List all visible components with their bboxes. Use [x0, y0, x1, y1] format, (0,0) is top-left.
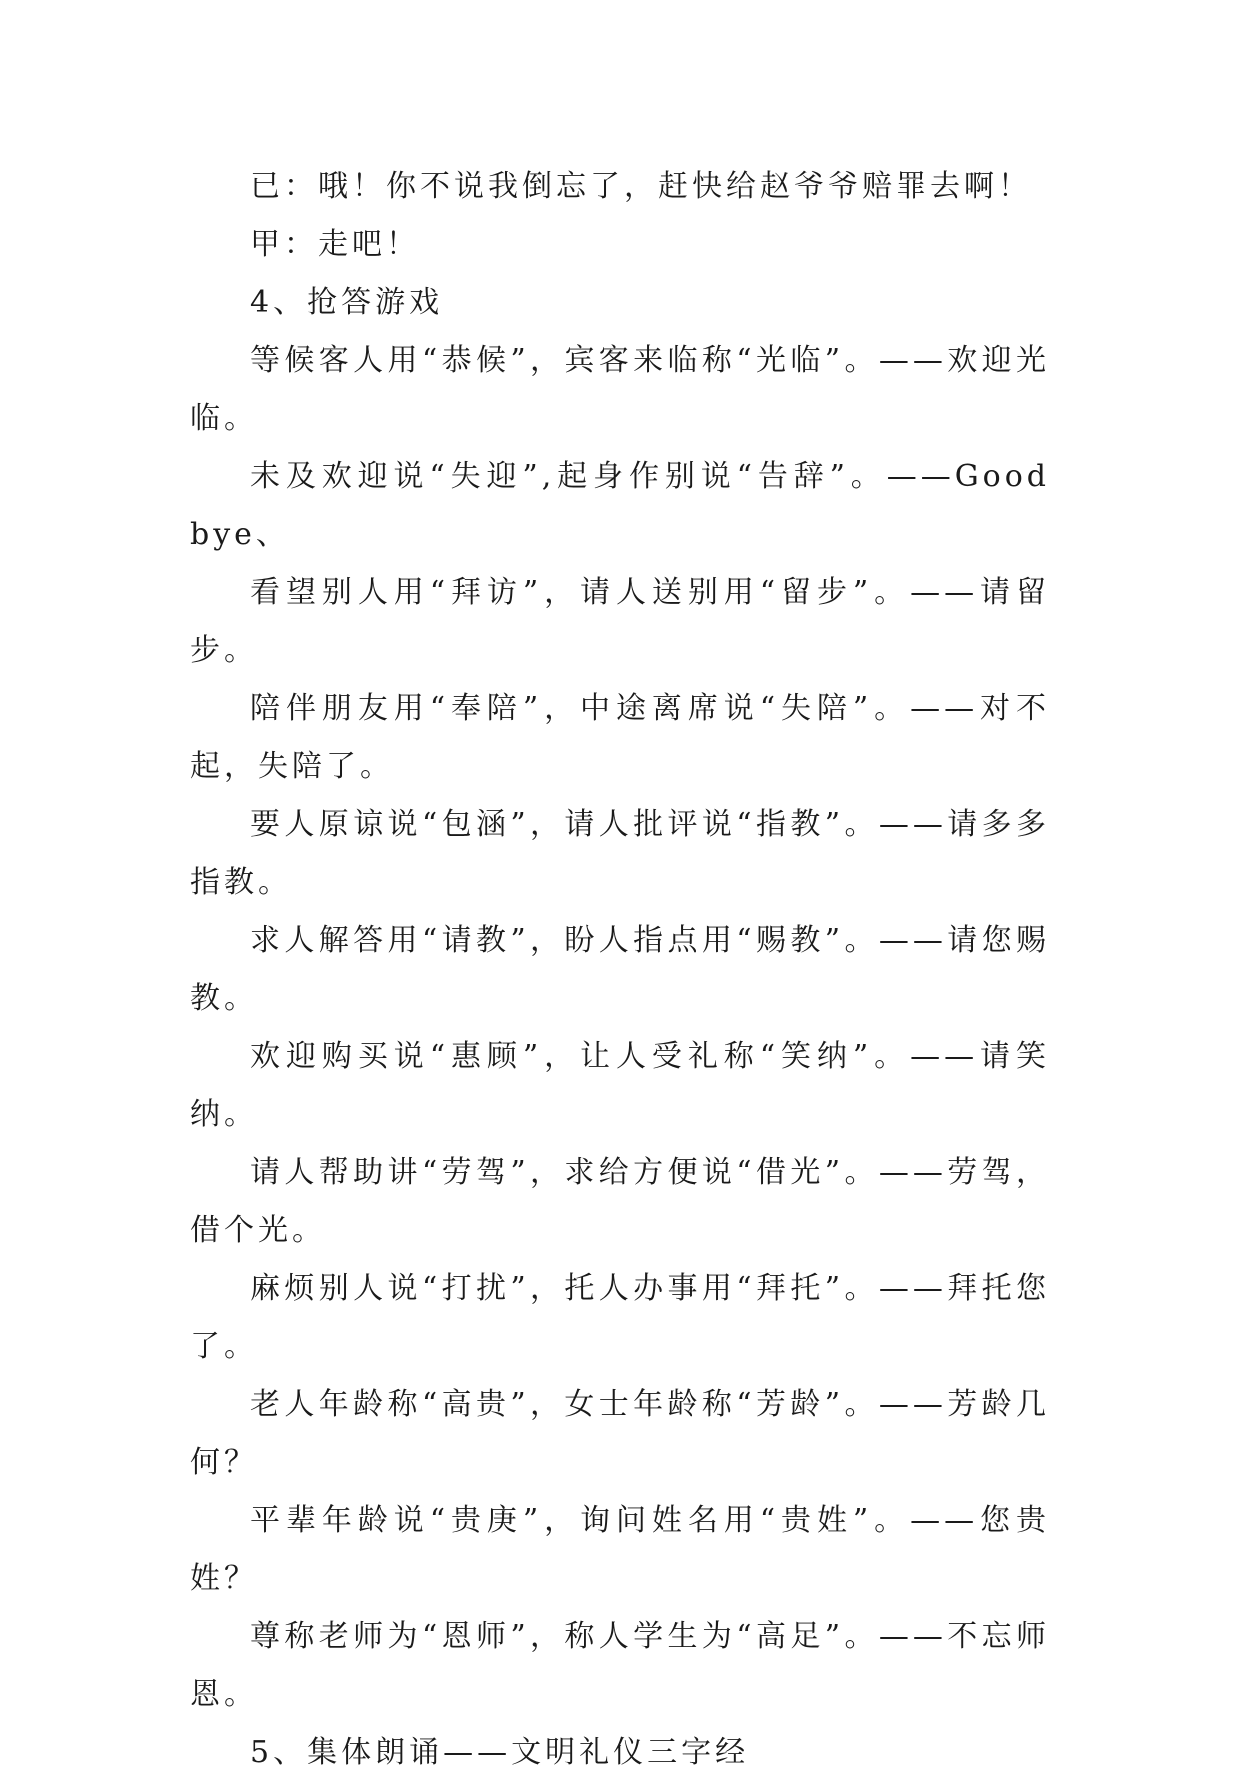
quiz-item: 看望别人用“拜访”，请人送别用“留步”。——请留步。: [190, 575, 1050, 668]
quiz-item: 求人解答用“请教”，盼人指点用“赐教”。——请您赐教。: [190, 923, 1050, 1016]
dialogue-line: 甲：走吧！: [250, 227, 420, 262]
dialogue-line: 已：哦！你不说我倒忘了，赶快给赵爷爷赔罪去啊！: [250, 169, 1032, 204]
section-heading: 4、抢答游戏: [250, 285, 444, 320]
quiz-item: 尊称老师为“恩师”，称人学生为“高足”。——不忘师恩。: [190, 1619, 1050, 1712]
quiz-item: 麻烦别人说“打扰”，托人办事用“拜托”。——拜托您了。: [190, 1271, 1050, 1364]
quiz-item: 欢迎购买说“惠顾”，让人受礼称“笑纳”。——请笑纳。: [190, 1039, 1050, 1132]
quiz-item: 要人原谅说“包涵”，请人批评说“指教”。——请多多指教。: [190, 807, 1050, 900]
quiz-item: 老人年龄称“高贵”，女士年龄称“芳龄”。——芳龄几何？: [190, 1387, 1050, 1480]
quiz-item: 等候客人用“恭候”，宾客来临称“光临”。——欢迎光临。: [190, 343, 1050, 436]
quiz-item: 平辈年龄说“贵庚”，询问姓名用“贵姓”。——您贵姓？: [190, 1503, 1050, 1596]
quiz-item: 陪伴朋友用“奉陪”，中途离席说“失陪”。——对不起，失陪了。: [190, 691, 1050, 784]
quiz-item: 请人帮助讲“劳驾”，求给方便说“借光”。——劳驾，借个光。: [190, 1155, 1050, 1248]
quiz-item: 未及欢迎说“失迎”,起身作别说“告辞”。——Good bye、: [190, 459, 1050, 552]
section-heading: 5、集体朗诵——文明礼仪三字经: [250, 1735, 750, 1770]
document-body: [190, 158, 1050, 1782]
